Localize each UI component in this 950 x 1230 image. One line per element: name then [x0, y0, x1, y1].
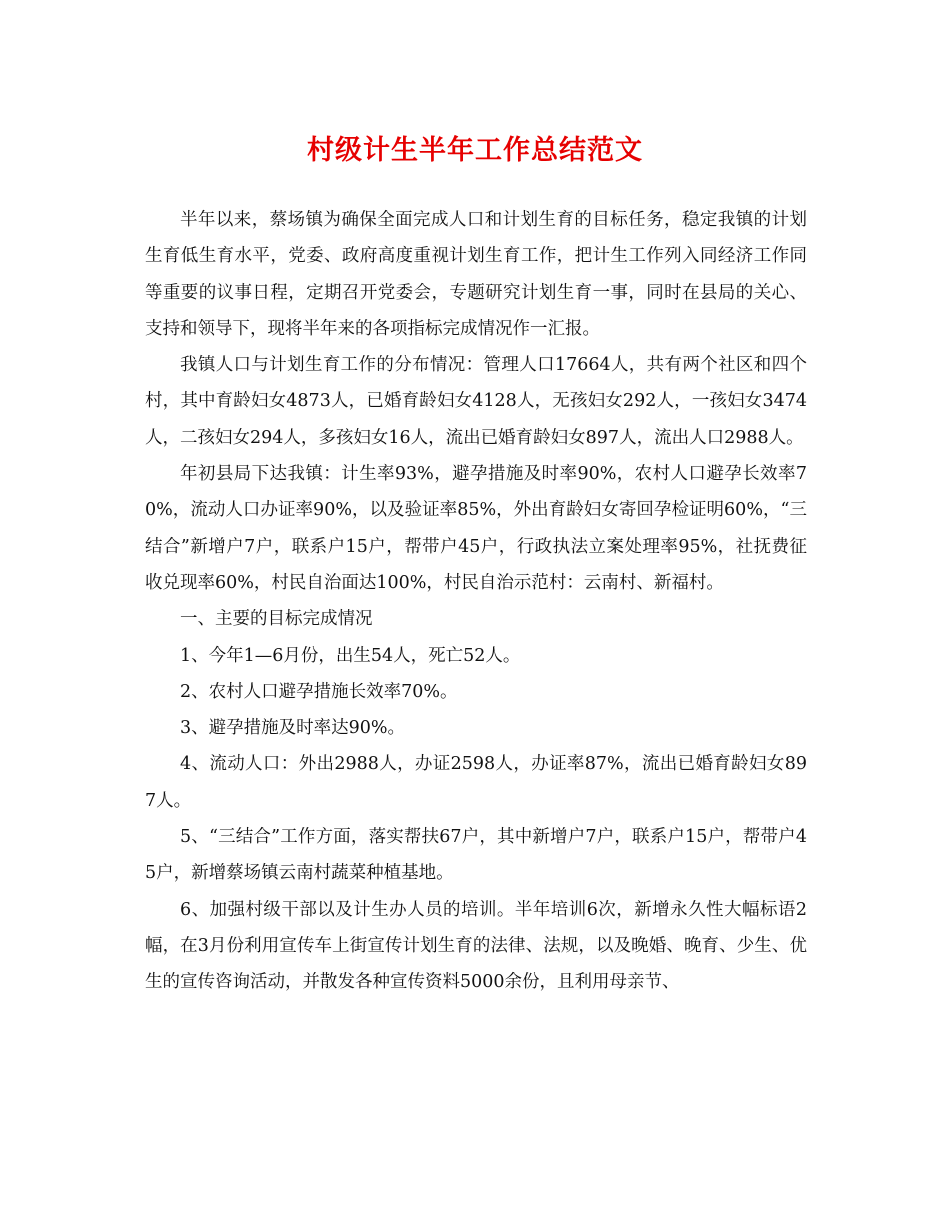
section-heading-main-goals: 一、主要的目标完成情况 [180, 609, 373, 630]
paragraph-population: 我镇人口与计划生育工作的分布情况：管理人口17664人，共有两个社区和四个村，其中育龄妇女4873人，已婚育龄妇女4128人，无孩妇女292人，一孩妇女3474人，二孩妇女294人，多孩妇女16人，流出已婚育龄妇女897人，流出人口2988人。 [145, 355, 807, 448]
list-item-births-deaths: 1、今年1—6月份，出生54人，死亡52人。 [180, 645, 521, 666]
list-item-three-combination: 5、“三结合”工作方面，落实帮扶67户，其中新增户7户，联系户15户，帮带户45户，新增蔡场镇云南村蔬菜种植基地。 [145, 827, 807, 884]
paragraph-intro: 半年以来，蔡场镇为确保全面完成人口和计划生育的目标任务，稳定我镇的计划生育低生育水平，党委、政府高度重视计划生育工作，把计生工作列入同经济工作同等重要的议事日程，定期召开党委会，专题研究计划生育一事，同时在县局的关心、支持和领导下，现将半年来的各项指标完成情况作一汇报。 [145, 210, 807, 339]
list-item-long-term-rate: 2、农村人口避孕措施长效率70%。 [180, 681, 458, 702]
paragraph-targets: 年初县局下达我镇：计生率93%，避孕措施及时率90%，农村人口避孕长效率70%，流动人口办证率90%，以及验证率85%，外出育龄妇女寄回孕检证明60%，“三结合”新增户7户，联系户15户，帮带户45户，行政执法立案处理率95%，社抚费征收兑现率60%，村民自治面达100%，村民自治示范村：云南村、新福村。 [145, 464, 807, 593]
list-item-floating-population: 4、流动人口：外出2988人，办证2598人，办证率87%，流出已婚育龄妇女897人。 [145, 754, 807, 811]
list-item-training: 6、加强村级干部以及计生办人员的培训。半年培训6次，新增永久性大幅标语2幅，在3月份利用宣传车上街宣传计划生育的法律、法规，以及晚婚、晚育、少生、优生的宣传咨询活动，并散发各种宣传资料5000余份，且利用母亲节、 [145, 899, 807, 993]
list-item-timely-rate: 3、避孕措施及时率达90%。 [180, 718, 406, 739]
document-title: 村级计生半年工作总结范文 [307, 135, 643, 166]
document-body [145, 202, 807, 1001]
